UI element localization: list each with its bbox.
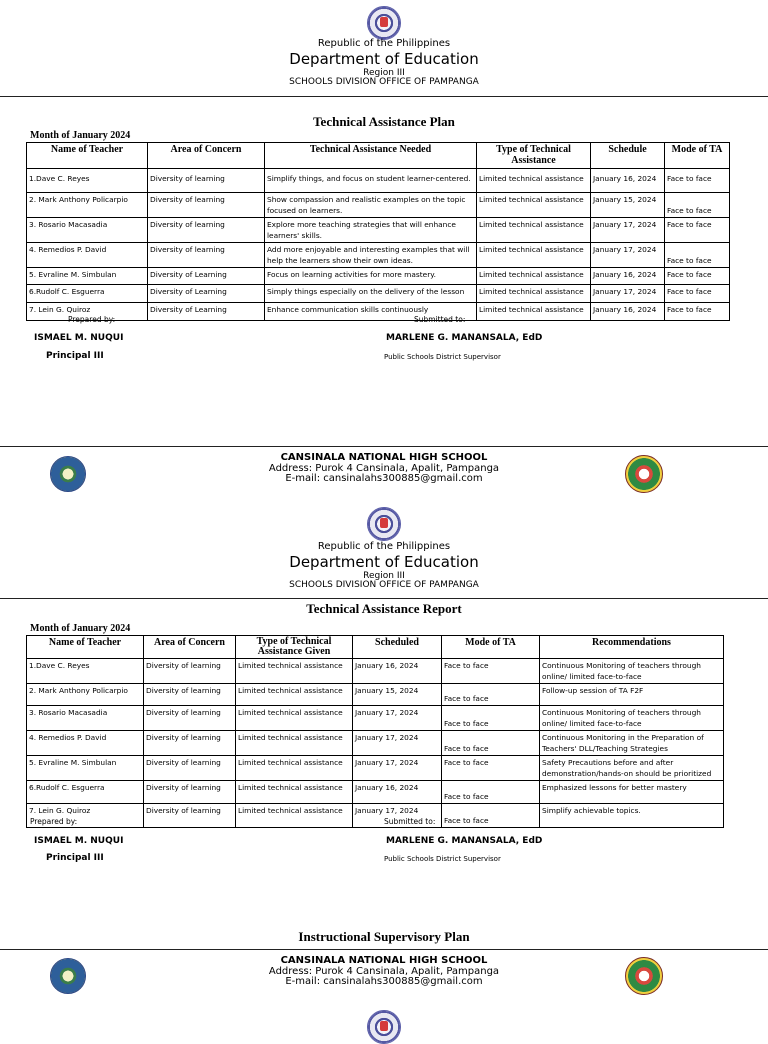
- schedule-cell: January 17, 2024: [591, 243, 665, 268]
- plan-col-schedule: Schedule: [591, 143, 665, 169]
- schedule-cell: January 17, 2024: [591, 218, 665, 243]
- scheduled-cell: January 16, 2024: [353, 659, 442, 684]
- type-cell: Limited technical assistance: [477, 169, 591, 193]
- type-cell: Limited technical assistance: [477, 218, 591, 243]
- teacher-cell: 7. Lein G. Quiroz: [27, 804, 144, 828]
- recommendation-cell: Safety Precautions before and after demonstration/hands-on should be prioritized: [540, 756, 724, 781]
- deped-seal-icon: [367, 6, 401, 40]
- concern-cell: Diversity of learning: [144, 804, 236, 828]
- report-prepared-by-label: Prepared by:: [30, 817, 78, 826]
- division-label: SCHOOLS DIVISION OFFICE OF PAMPANGA: [289, 580, 479, 590]
- mode-cell: Face to face: [442, 781, 540, 804]
- mode-cell: Face to face: [442, 684, 540, 706]
- table-row: [27, 756, 724, 781]
- plan-header-row: [27, 143, 730, 169]
- table-row: [27, 285, 730, 303]
- teacher-cell: 4. Remedios P. David: [27, 243, 148, 268]
- deped-seal-icon: [367, 1010, 401, 1044]
- schedule-cell: January 15, 2024: [591, 193, 665, 218]
- scheduled-cell: January 16, 2024: [353, 781, 442, 804]
- report-preparer-name: ISMAEL M. NUQUI: [34, 836, 124, 846]
- plan-col-teacher: Name of Teacher: [27, 143, 148, 169]
- footer-school-name: CANSINALA NATIONAL HIGH SCHOOL: [280, 452, 488, 463]
- scheduled-cell: January 17, 2024: [353, 804, 442, 828]
- report-col-scheduled: Scheduled: [353, 636, 442, 659]
- recommendation-cell: Emphasized lessons for better mastery: [540, 781, 724, 804]
- concern-cell: Diversity of Learning: [148, 285, 265, 303]
- region-label: Region III: [363, 68, 405, 78]
- schedule-cell: January 16, 2024: [591, 169, 665, 193]
- mode-cell: Face to face: [665, 285, 730, 303]
- mode-cell: Face to face: [442, 659, 540, 684]
- needed-cell: Enhance communication skills continuously: [265, 303, 477, 321]
- mode-cell: Face to face: [665, 243, 730, 268]
- table-row: [27, 684, 724, 706]
- footer-address: Address: Purok 4 Cansinala, Apalit, Pampanga: [268, 966, 500, 977]
- mode-cell: Face to face: [665, 218, 730, 243]
- plan-preparer-role: Principal III: [46, 351, 104, 361]
- table-row: [27, 659, 724, 684]
- table-row: [27, 804, 724, 828]
- concern-cell: Diversity of learning: [144, 756, 236, 781]
- teacher-cell: 3. Rosario Macasadia: [27, 218, 148, 243]
- table-row: [27, 268, 730, 285]
- teacher-cell: 7. Lein G. Quiroz: [27, 303, 148, 321]
- type-cell: Limited technical assistance: [236, 756, 353, 781]
- footer-divider: [0, 949, 768, 950]
- report-preparer-role: Principal III: [46, 853, 104, 863]
- concern-cell: Diversity of learning: [144, 706, 236, 731]
- supervisory-title: Instructional Supervisory Plan: [298, 929, 470, 944]
- recommendation-cell: Continuous Monitoring in the Preparation of Teachers' DLL/Teaching Strategies: [540, 731, 724, 756]
- teacher-cell: 2. Mark Anthony Policarpio: [27, 193, 148, 218]
- report-submitted-to-label: Submitted to:: [384, 817, 436, 826]
- concern-cell: Diversity of learning: [148, 243, 265, 268]
- teacher-cell: 1.Dave C. Reyes: [27, 169, 148, 193]
- teacher-cell: 3. Rosario Macasadia: [27, 706, 144, 731]
- type-cell: Limited technical assistance: [236, 731, 353, 756]
- type-cell: Limited technical assistance: [477, 303, 591, 321]
- needed-cell: Add more enjoyable and interesting examples that will help the learners show their own ideas.: [265, 243, 477, 268]
- scheduled-cell: January 17, 2024: [353, 731, 442, 756]
- region-label: Region III: [363, 571, 405, 581]
- type-cell: Limited technical assistance: [236, 781, 353, 804]
- table-row: [27, 781, 724, 804]
- teacher-cell: 5. Evraline M. Simbulan: [27, 756, 144, 781]
- teacher-cell: 5. Evraline M. Simbulan: [27, 268, 148, 285]
- footer-address: Address: Purok 4 Cansinala, Apalit, Pampanga: [268, 463, 500, 474]
- plan-col-concern: Area of Concern: [148, 143, 265, 169]
- table-row: [27, 303, 730, 321]
- concern-cell: Diversity of learning: [148, 193, 265, 218]
- concern-cell: Diversity of learning: [144, 659, 236, 684]
- plan-col-mode: Mode of TA: [665, 143, 730, 169]
- recommendation-cell: Continuous Monitoring of teachers through online/ limited face-to-face: [540, 659, 724, 684]
- concern-cell: Diversity of learning: [148, 218, 265, 243]
- department-title: Department of Education: [289, 553, 479, 571]
- plan-col-type: Type of Technical Assistance: [477, 143, 591, 169]
- type-cell: Limited technical assistance: [477, 268, 591, 285]
- plan-col-needed: Technical Assistance Needed: [265, 143, 477, 169]
- footer-divider: [0, 446, 768, 447]
- recommendation-cell: Continuous Monitoring of teachers through online/ limited face-to-face: [540, 706, 724, 731]
- table-row: [27, 193, 730, 218]
- department-title: Department of Education: [289, 50, 479, 68]
- concern-cell: Diversity of Learning: [148, 268, 265, 285]
- report-col-teacher: Name of Teacher: [27, 636, 144, 659]
- scheduled-cell: January 17, 2024: [353, 706, 442, 731]
- schedule-cell: January 17, 2024: [591, 285, 665, 303]
- teacher-cell: 2. Mark Anthony Policarpio: [27, 684, 144, 706]
- mode-cell: Face to face: [442, 804, 540, 828]
- report-header-row: [27, 636, 724, 659]
- republic-label: Republic of the Philippines: [317, 541, 451, 552]
- concern-cell: Diversity of learning: [148, 169, 265, 193]
- scheduled-cell: January 15, 2024: [353, 684, 442, 706]
- type-cell: Limited technical assistance: [236, 684, 353, 706]
- plan-submitted-to-label: Submitted to:: [414, 315, 466, 324]
- mode-cell: Face to face: [665, 303, 730, 321]
- needed-cell: Focus on learning activities for more mastery.: [265, 268, 477, 285]
- table-row: [27, 731, 724, 756]
- concern-cell: Diversity of learning: [144, 731, 236, 756]
- deped-seal-icon: [367, 507, 401, 541]
- type-cell: Limited technical assistance: [477, 243, 591, 268]
- footer-school-name: CANSINALA NATIONAL HIGH SCHOOL: [280, 955, 488, 966]
- teacher-cell: 1.Dave C. Reyes: [27, 659, 144, 684]
- plan-prepared-by-label: Prepared by:: [68, 315, 116, 324]
- concern-cell: Diversity of learning: [144, 781, 236, 804]
- republic-label: Republic of the Philippines: [317, 38, 451, 49]
- report-col-type: Type of Technical Assistance Given: [236, 636, 353, 659]
- recommendation-cell: Simplify achievable topics.: [540, 804, 724, 828]
- teacher-cell: 4. Remedios P. David: [27, 731, 144, 756]
- type-cell: Limited technical assistance: [477, 285, 591, 303]
- needed-cell: Simply things especially on the delivery of the lesson: [265, 285, 477, 303]
- plan-preparer-name: ISMAEL M. NUQUI: [34, 333, 124, 343]
- report-reviewer-role: Public Schools District Supervisor: [384, 855, 501, 863]
- mode-cell: Face to face: [442, 731, 540, 756]
- schedule-cell: January 16, 2024: [591, 303, 665, 321]
- teacher-cell: 6.Rudolf C. Esguerra: [27, 285, 148, 303]
- recommendation-cell: Follow-up session of TA F2F: [540, 684, 724, 706]
- concern-cell: Diversity of learning: [144, 684, 236, 706]
- type-cell: Limited technical assistance: [236, 804, 353, 828]
- needed-cell: Explore more teaching strategies that will enhance learners' skills.: [265, 218, 477, 243]
- report-col-mode: Mode of TA: [442, 636, 540, 659]
- schedule-cell: January 16, 2024: [591, 268, 665, 285]
- header-divider: [0, 96, 768, 97]
- plan-title: Technical Assistance Plan: [313, 114, 455, 129]
- report-title: Technical Assistance Report: [306, 601, 462, 616]
- mode-cell: Face to face: [665, 268, 730, 285]
- plan-table: [26, 142, 730, 321]
- report-col-concern: Area of Concern: [144, 636, 236, 659]
- mode-cell: Face to face: [442, 756, 540, 781]
- footer-email: E-mail: cansinalahs300885@gmail.com: [285, 473, 483, 484]
- report-table: [26, 635, 724, 828]
- plan-month: Month of January 2024: [30, 130, 131, 141]
- type-cell: Limited technical assistance: [236, 659, 353, 684]
- plan-reviewer-role: Public Schools District Supervisor: [384, 353, 501, 361]
- teacher-cell: 6.Rudolf C. Esguerra: [27, 781, 144, 804]
- table-row: [27, 218, 730, 243]
- type-cell: Limited technical assistance: [477, 193, 591, 218]
- needed-cell: Simplify things, and focus on student learner-centered.: [265, 169, 477, 193]
- report-month: Month of January 2024: [30, 623, 131, 634]
- footer-email: E-mail: cansinalahs300885@gmail.com: [285, 976, 483, 987]
- mode-cell: Face to face: [665, 169, 730, 193]
- header-divider: [0, 598, 768, 599]
- type-cell: Limited technical assistance: [236, 706, 353, 731]
- table-row: [27, 706, 724, 731]
- table-row: [27, 169, 730, 193]
- report-col-recommendations: Recommendations: [540, 636, 724, 659]
- needed-cell: Show compassion and realistic examples on the topic focused on learners.: [265, 193, 477, 218]
- concern-cell: Diversity of Learning: [148, 303, 265, 321]
- plan-reviewer-name: MARLENE G. MANANSALA, EdD: [386, 333, 543, 343]
- division-label: SCHOOLS DIVISION OFFICE OF PAMPANGA: [289, 77, 479, 87]
- mode-cell: Face to face: [442, 706, 540, 731]
- table-row: [27, 243, 730, 268]
- report-reviewer-name: MARLENE G. MANANSALA, EdD: [386, 836, 543, 846]
- scheduled-cell: January 17, 2024: [353, 756, 442, 781]
- mode-cell: Face to face: [665, 193, 730, 218]
